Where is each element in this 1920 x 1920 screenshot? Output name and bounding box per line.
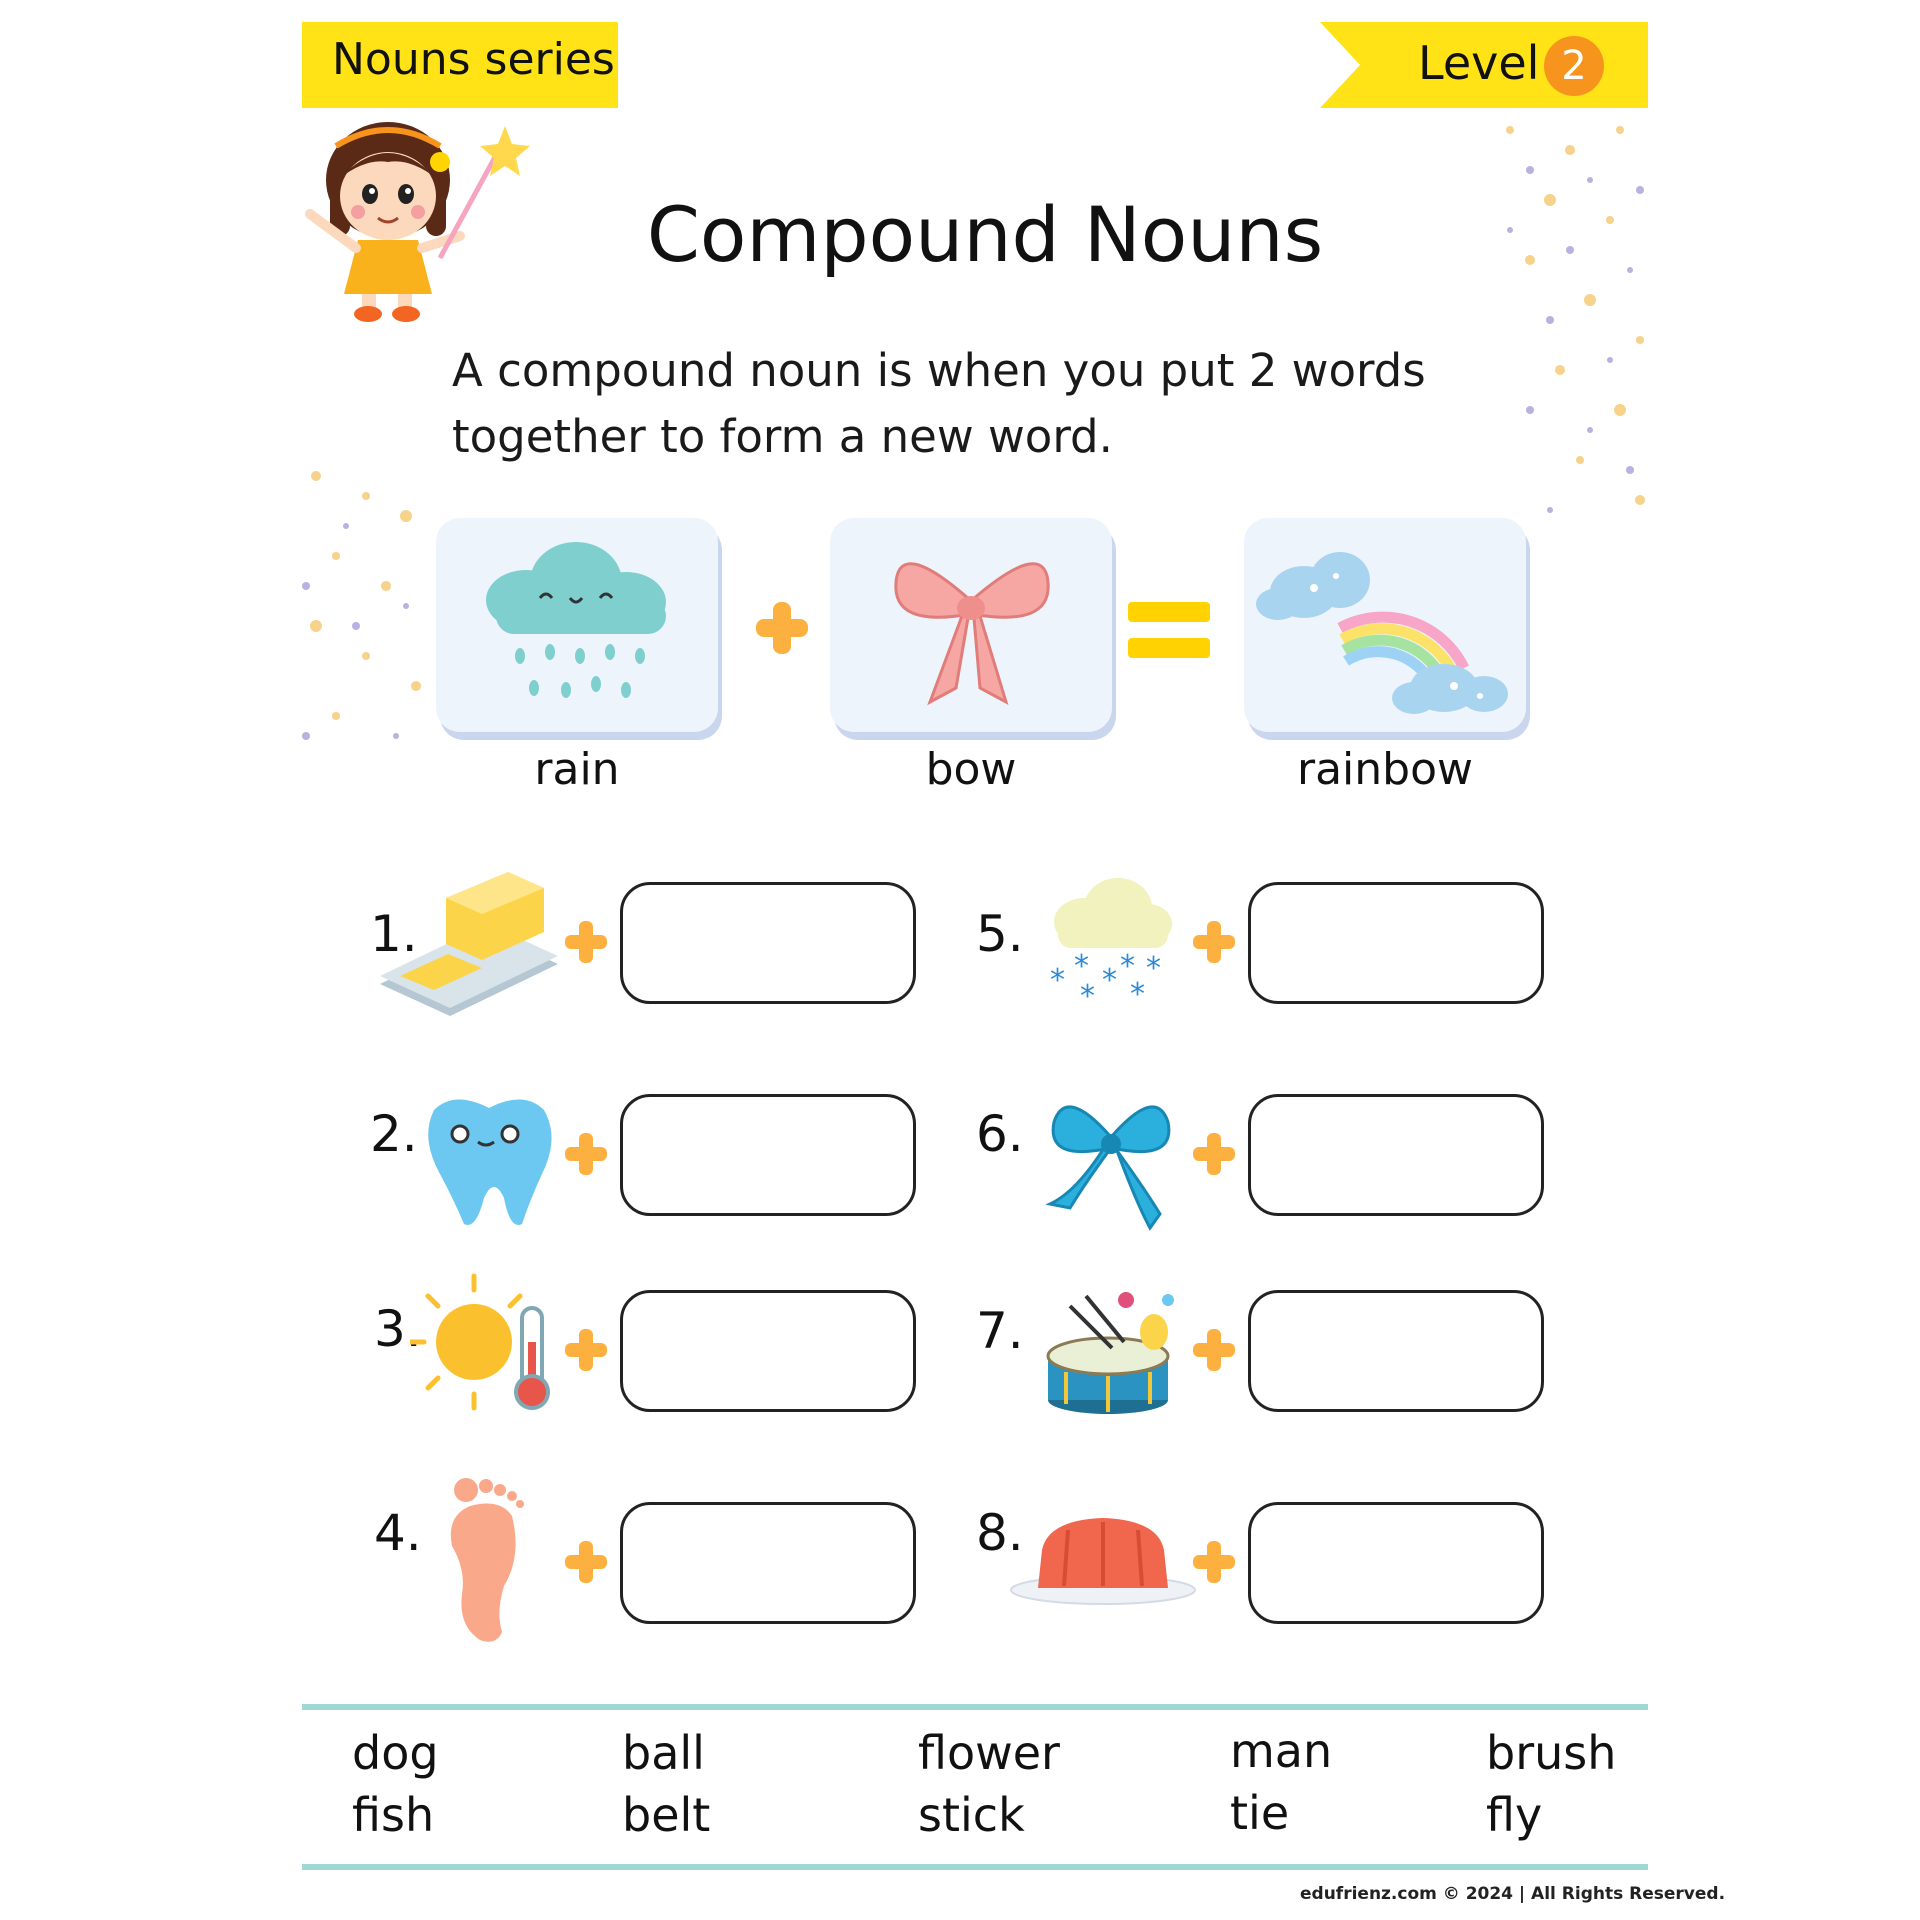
foot-icon bbox=[440, 1476, 530, 1646]
word-bank-word: ball bbox=[622, 1726, 705, 1780]
example-card-rain bbox=[436, 518, 718, 732]
drum-icon bbox=[1046, 1276, 1186, 1416]
plus-icon bbox=[562, 918, 610, 966]
word-bank-word: flower bbox=[918, 1726, 1060, 1780]
svg-text:*: * bbox=[1080, 979, 1095, 1008]
answer-box[interactable] bbox=[620, 1290, 916, 1412]
example-word-rain: rain bbox=[534, 744, 620, 795]
butter-icon bbox=[378, 868, 558, 1018]
answer-box[interactable] bbox=[1248, 882, 1544, 1004]
equals-icon bbox=[1128, 598, 1210, 662]
answer-box[interactable] bbox=[1248, 1290, 1544, 1412]
svg-text:*: * bbox=[1074, 949, 1089, 984]
exercise-number: 5. bbox=[976, 905, 1024, 963]
word-bank-word: fish bbox=[352, 1788, 435, 1842]
word-bank-word: dog bbox=[352, 1726, 439, 1780]
exercise-number: 3. bbox=[374, 1300, 422, 1358]
exercise-number: 4. bbox=[374, 1504, 422, 1562]
sparkles-left-icon bbox=[296, 456, 436, 756]
rain-cloud-icon bbox=[436, 518, 718, 732]
jelly-icon bbox=[1008, 1510, 1198, 1610]
word-bank-word: fly bbox=[1486, 1788, 1543, 1842]
exercise-number: 7. bbox=[976, 1302, 1024, 1360]
level-label: Level bbox=[1418, 36, 1540, 90]
plus-icon bbox=[1190, 1130, 1238, 1178]
rainbow-icon bbox=[1244, 518, 1526, 732]
word-bank-word: tie bbox=[1230, 1786, 1290, 1840]
example-word-bow: bow bbox=[925, 744, 1017, 795]
sparkles-right-icon bbox=[1490, 110, 1660, 540]
series-label: Nouns series bbox=[332, 34, 615, 85]
exercise-number: 6. bbox=[976, 1105, 1024, 1163]
plus-icon bbox=[1190, 918, 1238, 966]
tooth-icon bbox=[414, 1090, 564, 1230]
plus-icon bbox=[562, 1130, 610, 1178]
answer-box[interactable] bbox=[1248, 1094, 1544, 1216]
copyright-footer: edufrienz.com © 2024 | All Rights Reserved. bbox=[1300, 1884, 1726, 1904]
word-bank-top-divider bbox=[302, 1704, 1648, 1710]
answer-box[interactable] bbox=[620, 1502, 916, 1624]
svg-text:*: * bbox=[1120, 949, 1135, 984]
plus-icon bbox=[1190, 1326, 1238, 1374]
plus-icon bbox=[752, 598, 812, 658]
level-banner bbox=[1320, 22, 1648, 108]
svg-text:*: * bbox=[1050, 963, 1065, 998]
answer-box[interactable] bbox=[620, 1094, 916, 1216]
pink-bow-icon bbox=[830, 518, 1112, 732]
example-card-rainbow bbox=[1244, 518, 1526, 732]
exercise-number: 8. bbox=[976, 1504, 1024, 1562]
svg-text:*: * bbox=[1130, 977, 1145, 1008]
level-number-badge: 2 bbox=[1544, 36, 1604, 96]
word-bank-word: man bbox=[1230, 1724, 1333, 1778]
word-bank-word: belt bbox=[622, 1788, 711, 1842]
plus-icon bbox=[562, 1538, 610, 1586]
word-bank-word: stick bbox=[918, 1788, 1025, 1842]
definition-text: A compound noun is when you put 2 words together to form a new word. bbox=[452, 344, 1426, 463]
svg-text:*: * bbox=[1146, 951, 1161, 986]
example-word-rainbow: rainbow bbox=[1297, 744, 1473, 795]
example-card-bow bbox=[830, 518, 1112, 732]
answer-box[interactable] bbox=[620, 882, 916, 1004]
snow-cloud-icon bbox=[1044, 878, 1174, 1008]
blue-bow-icon bbox=[1046, 1092, 1176, 1232]
answer-box[interactable] bbox=[1248, 1502, 1544, 1624]
svg-text:*: * bbox=[1102, 963, 1117, 998]
page-title: Compound Nouns bbox=[646, 190, 1324, 279]
word-bank-word: brush bbox=[1486, 1726, 1617, 1780]
exercise-number: 2. bbox=[370, 1105, 418, 1163]
word-bank-bottom-divider bbox=[302, 1864, 1648, 1870]
exercise-number: 1. bbox=[370, 905, 418, 963]
plus-icon bbox=[562, 1326, 610, 1374]
plus-icon bbox=[1190, 1538, 1238, 1586]
sun-thermometer-icon bbox=[410, 1272, 560, 1412]
series-banner bbox=[302, 22, 618, 108]
